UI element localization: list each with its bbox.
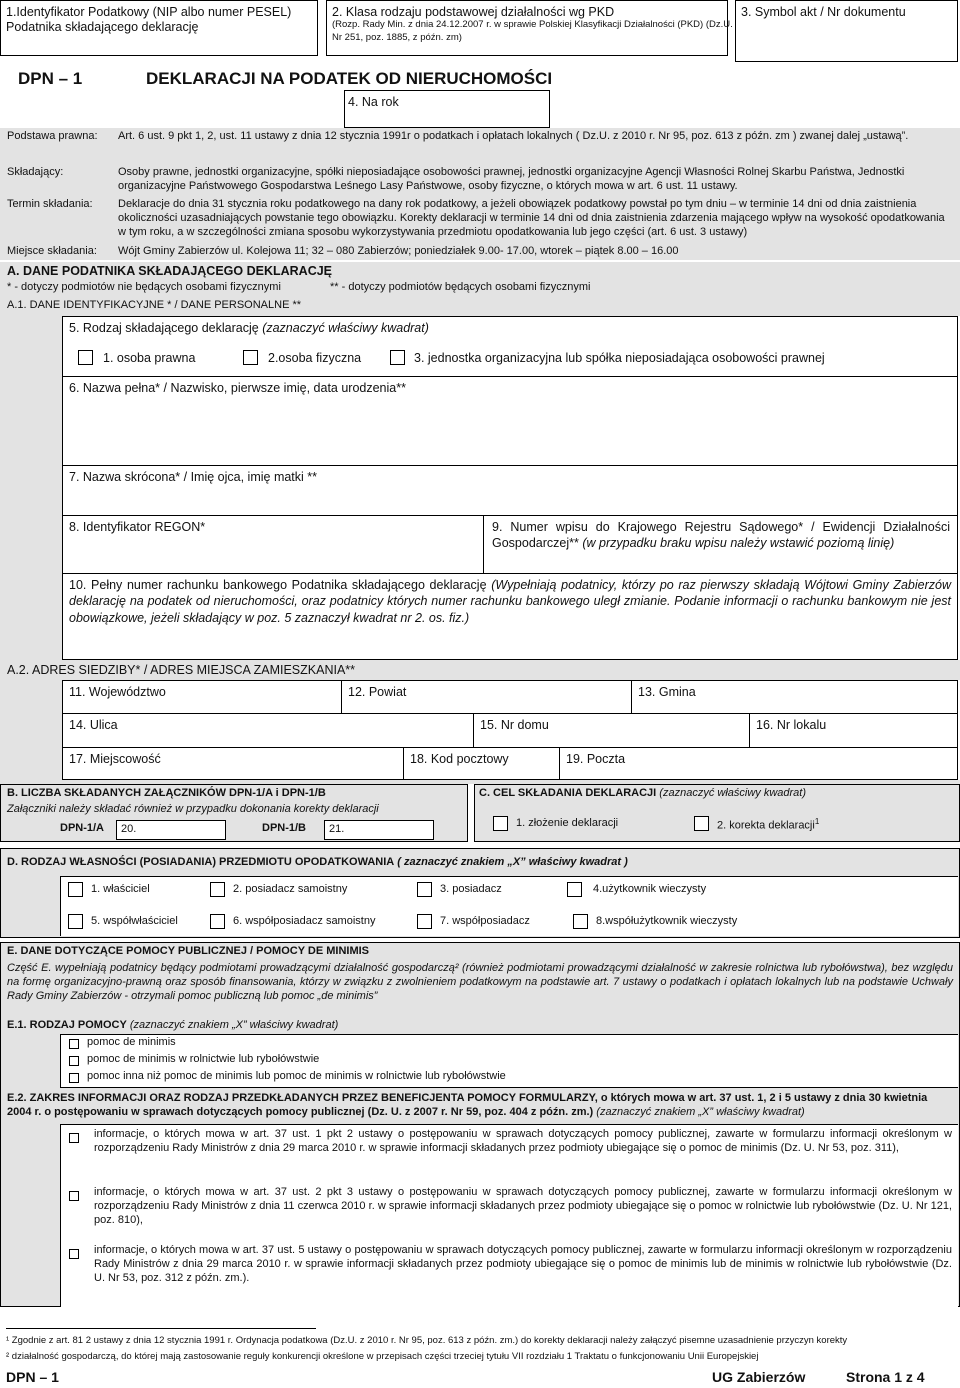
f21-field[interactable] (324, 820, 434, 840)
e2-option-3: informacje, o których mowa w art. 37 ust. 5 ustawy o postępowaniu w sprawach dotyczących pomocy publicznej, zawarte w formularzu informacji określonym w rozporządzeniu Rady Ministrów z dnia 29 marca 2010 r. w sprawie informacji składanych przez podmioty ubiegające się o pomoc de minimis lub de minimis w rolnictwie lub rybołówstwie (Dz. U. Nr 53, poz. 312 z późn. zm.). (94, 1244, 952, 1284)
f5-box (62, 316, 958, 376)
f17-label: 17. Miejscowość (69, 752, 161, 766)
section-e1-title: E.1. RODZAJ POMOCY (7, 1019, 127, 1031)
f13-label: 13. Gmina (638, 685, 696, 699)
f5-option-1: 1. osoba prawna (103, 351, 196, 365)
f16-label: 16. Nr lokalu (756, 718, 827, 732)
section-c-title: C. CEL SKŁADANIA DEKLARACJI (479, 787, 657, 799)
section-a2-title: A.2. ADRES SIEDZIBY* / ADRES MIEJSCA ZAMIESZKANIA** (7, 663, 356, 677)
e1-option-2: pomoc de minimis w rolnictwie lub rybołówstwie (87, 1053, 320, 1065)
checkbox-korekta[interactable] (694, 816, 709, 831)
f21-label: 21. (329, 823, 345, 835)
f11-field[interactable] (62, 680, 342, 714)
section-d-option-2: 2. posiadacz samoistny (233, 883, 348, 895)
pkd-label-line2: (Rozp. Rady Min. z dnia 24.12.2007 r. w sprawie Polskiej Klasyfikacji Działalności (PKD) (Dz.U. (332, 19, 733, 30)
form-title: DEKLARACJI NA PODATEK OD NIERUCHOMOŚCI (146, 69, 553, 88)
footer-office: UG Zabierzów (712, 1369, 806, 1385)
footer-form-code: DPN – 1 (6, 1369, 59, 1385)
e2-option-2: informacje, o których mowa w art. 37 ust. 2 pkt 3 ustawy o postępowaniu w sprawach dotyczących pomocy publicznej, zawarte w formularzu informacji określonym w rozporządzeniu Rady Ministrów z dnia 11 czerwca 2010 r. w sprawie informacji składanych przez podmioty ubiegające się o pomoc w rolnictwie lub rybołówstwie (Dz. U. Nr 121, poz. 810), (94, 1186, 952, 1226)
section-e-text: Część E. wypełniają podatnicy będący podmiotami prowadzącymi działalność gospodarczą² (również podmiotami prowadzącymi działalność w zakresie rolnictwa lub rybołówstwa), bez względu na formę organizacyjno-prawną oraz sposób finansowania, którzy w związku z zwolnieniem podatkowym na podstawie art. 7 ustawy o podatkach i opłatach lokalnych lub na podstawie Uchwały Rady Gminy Zabierzów - otrzymali pomoc publiczną lub pomoc „de minimis” (7, 962, 953, 1002)
dpn1a-label: DPN-1/A (60, 822, 105, 834)
section-d-title: D. RODZAJ WŁASNOŚCI (POSIADANIA) PRZEDMIOTU OPODATKOWANIA (7, 856, 395, 868)
nip-label-line1: 1.Identyfikator Podatkowy (NIP albo numer PESEL) (6, 5, 292, 19)
section-d-option-6: 6. współposiadacz samoistny (233, 915, 376, 927)
dpn1b-label: DPN-1/B (262, 822, 307, 834)
f6-field[interactable] (62, 376, 958, 466)
skladajacy-text: Osoby prawne, jednostki organizacyjne, spółki nieposiadające osobowości prawnej, jednostki organizacyjne Agencji Własności Rolnej Skarbu Państwa, Jednostki organizacyjne Państwowego Gospodarstwa Leśnego Lasy Państwowe, osoby fizyczne, o których mowa w art. 6 ust. 11 ustawy. (118, 166, 905, 192)
checkbox-posiadacz-samoistny[interactable] (210, 882, 225, 897)
section-e1-hint: (zaznaczyć znakiem „X” właściwy kwadrat) (129, 1019, 339, 1031)
checkbox-wlasciciel[interactable] (68, 882, 83, 897)
f5-label: 5. Rodzaj składającego deklarację (69, 321, 259, 335)
nip-field-box (0, 0, 318, 56)
nip-label-line2: Podatnika składającego deklarację (6, 20, 199, 34)
f14-label: 14. Ulica (69, 718, 118, 732)
f9-hint: (w przypadku braku wpisu należy wstawić poziomą linię) (582, 536, 895, 551)
section-e2-title: E.2. ZAKRES INFORMACJI ORAZ RODZAJ PRZEDKŁADANYCH PRZEZ BENEFICJENTA POMOCY FORMULARZY, o których mowa w art. 37 ust. 1, 2 i 5 ustawy z dnia 30 kwietnia 2004 r. o postępowaniu w sprawach dotyczących pomocy publicznej (Dz. U. z 2007 r. Nr 59, poz. 404 z późn. zm.) (7, 1092, 928, 1118)
miejsce-label: Miejsce składania: (7, 245, 97, 257)
checkbox-posiadacz[interactable] (417, 882, 432, 897)
section-d-option-4: 4.użytkownik wieczysty (593, 883, 707, 895)
checkbox-informacje-2[interactable] (69, 1191, 79, 1201)
f8-field[interactable] (62, 516, 484, 574)
section-b-title: B. LICZBA SKŁADANYCH ZAŁĄCZNIKÓW DPN-1/A i DPN-1/B (7, 787, 326, 799)
f18-label: 18. Kod pocztowy (410, 752, 509, 766)
f9-label: 9. Numer wpisu do Krajowego Rejestru Sądowego* / Ewidencji Działalności Gospodarczej** (492, 520, 950, 551)
e1-option-3: pomoc inna niż pomoc de minimis lub pomoc de minimis w rolnictwie lub rybołówstwie (87, 1070, 506, 1082)
checkbox-pomoc-inna[interactable] (69, 1073, 79, 1083)
section-c-hint: (zaznaczyć właściwy kwadrat) (659, 787, 806, 799)
f19-label: 19. Poczta (566, 752, 626, 766)
f20-label: 20. (121, 823, 137, 835)
checkbox-de-minimis[interactable] (69, 1039, 79, 1049)
symbol-field-box (735, 0, 958, 62)
f16-field[interactable] (750, 714, 958, 748)
year-label: 4. Na rok (348, 95, 399, 109)
f17-field[interactable] (62, 748, 404, 780)
checkbox-wspoluzytkownik-wieczysty[interactable] (573, 914, 588, 929)
section-d-option-8: 8.współużytkownik wieczysty (596, 915, 738, 927)
footnote-2: ² działalność gospodarczą, do której mają zastosowanie reguły konkurencji określone w przepisach części trzeciej tytułu VII rozdziału 1 Traktatu o funkcjonowaniu Unii Europejskiej (6, 1351, 759, 1362)
section-d-option-5: 5. współwłaściciel (91, 915, 178, 927)
section-a-title: A. DANE PODATNIKA SKŁADAJĄCEGO DEKLARACJĘ (7, 264, 333, 278)
f20-field[interactable] (116, 820, 226, 840)
pkd-field-box (326, 0, 733, 56)
checkbox-osoba-prawna[interactable] (78, 350, 93, 365)
checkbox-osoba-fizyczna[interactable] (243, 350, 258, 365)
checkbox-wspolwlasciciel[interactable] (68, 914, 83, 929)
f7-label: 7. Nazwa skrócona* / Imię ojca, imię matki ** (69, 470, 318, 484)
checkbox-wspolposiadacz-samoistny[interactable] (210, 914, 225, 929)
year-field[interactable] (344, 90, 550, 128)
f12-label: 12. Powiat (348, 685, 407, 699)
e2-option-1: informacje, o których mowa w art. 37 ust. 1 pkt 2 ustawy o postępowaniu w sprawach dotyczących pomocy publicznej, zawarte w formularzu informacji określonym w rozporządzeniu Rady Ministrów z dnia 29 marca 2010 r. w sprawie informacji składanych przez podmioty ubiegające się o pomoc de minimis (Dz. U. Nr 53, poz. 311), (94, 1128, 952, 1154)
intro-block (0, 128, 960, 260)
section-a-side-strip (0, 316, 62, 660)
e1-option-1: pomoc de minimis (87, 1036, 176, 1048)
section-c-option-2: 2. korekta deklaracji (717, 819, 815, 832)
f5-option-2: 2.osoba fizyczna (268, 351, 362, 365)
section-d-option-7: 7. współposiadacz (440, 915, 530, 927)
section-d-option-1: 1. właściciel (91, 883, 150, 895)
f8-label: 8. Identyfikator REGON* (69, 520, 206, 534)
f14-field[interactable] (62, 714, 474, 748)
podstawa-label: Podstawa prawna: (7, 130, 98, 142)
f10-field[interactable] (62, 574, 958, 660)
miejsce-text: Wójt Gminy Zabierzów ul. Kolejowa 11; 32 – 080 Zabierzów; poniedziałek 9.00- 17.00, wtorek – piątek 8.00 – 16.00 (118, 245, 679, 257)
checkbox-uzytkownik-wieczysty[interactable] (567, 882, 582, 897)
symbol-label: 3. Symbol akt / Nr dokumentu (741, 5, 906, 19)
f7-field[interactable] (62, 466, 958, 516)
section-e2-hint: (zaznaczyć znakiem „X” właściwy kwadrat) (596, 1105, 805, 1118)
checkbox-informacje-3[interactable] (69, 1249, 79, 1259)
checkbox-informacje-1[interactable] (69, 1133, 79, 1143)
f15-field[interactable] (474, 714, 750, 748)
footnote-ref-1: 1 (814, 817, 820, 826)
section-a1-title: A.1. DANE IDENTYFIKACYJNE * / DANE PERSONALNE ** (7, 299, 302, 311)
checkbox-de-minimis-rolnictwo[interactable] (69, 1056, 79, 1066)
checkbox-wspolposiadacz[interactable] (417, 914, 432, 929)
note-natural-persons: ** - dotyczy podmiotów będących osobami fizycznymi (330, 281, 591, 293)
footnote-separator (6, 1328, 316, 1329)
checkbox-jednostka[interactable] (390, 350, 405, 365)
section-c-option-1: 1. złożenie deklaracji (516, 817, 619, 829)
f19-field[interactable] (560, 748, 958, 780)
f10-label: 10. Pełny numer rachunku bankowego Podatnika składającego deklarację (69, 578, 487, 592)
checkbox-zlozenie[interactable] (493, 816, 508, 831)
section-d-hint: ( zaznaczyć znakiem „X” właściwy kwadrat ) (397, 856, 628, 868)
footnote-1: ¹ Zgodnie z art. 81 2 ustawy z dnia 12 stycznia 1991 r. Ordynacja podatkowa (Dz.U. z 2010 r. Nr 95, poz. 613 z późn. zm.) do korekty deklaracji należy załączyć pisemne uzasadnienie przyczyn korekty (6, 1335, 848, 1346)
f11-label: 11. Województwo (69, 685, 166, 699)
note-legal-persons: * - dotyczy podmiotów nie będących osobami fizycznymi (7, 281, 281, 293)
f6-label: 6. Nazwa pełna* / Nazwisko, pierwsze imię, data urodzenia** (69, 381, 406, 395)
f12-field[interactable] (342, 680, 632, 714)
pkd-label-line3: Nr 251, poz. 1885, z późn. zm) (332, 32, 462, 43)
section-e-title: E. DANE DOTYCZĄCE POMOCY PUBLICZNEJ / POMOCY DE MINIMIS (7, 945, 370, 957)
section-a2-side-strip (0, 680, 62, 780)
termin-label: Termin składania: (7, 198, 93, 210)
f10-hint: (Wypełniają podatnicy, którzy po raz pierwszy składają Wójtowi Gminy Zabierzów deklarację na podatek od nieruchomości, oraz podatnicy których numer rachunku bankowego uległ zmianie. Podanie informacji o rachunku bankowym nie jest obowiązkowe, jeżeli składający w poz. 5 zaznaczył kwadrat nr 2. os. fiz.) (69, 578, 951, 625)
f5-option-3: 3. jednostka organizacyjna lub spółka nieposiadająca osobowości prawnej (414, 351, 825, 365)
f9-field[interactable] (484, 516, 958, 574)
section-b-note: Załączniki należy składać również w przypadku dokonania korekty deklaracji (7, 803, 379, 815)
f13-field[interactable] (632, 680, 958, 714)
footer-page-number: Strona 1 z 4 (846, 1369, 925, 1385)
f15-label: 15. Nr domu (480, 718, 549, 732)
skladajacy-label: Składający: (7, 166, 64, 178)
f5-hint: (zaznaczyć właściwy kwadrat) (262, 321, 429, 335)
form-code: DPN – 1 (18, 69, 83, 88)
pkd-label-line1: 2. Klasa rodzaju podstawowej działalności wg PKD (332, 5, 615, 19)
f18-field[interactable] (404, 748, 560, 780)
termin-text: Deklaracje do dnia 31 stycznia roku podatkowego na dany rok podatkowy, a jeżeli obowiązek podatkowy powstał po tym dniu – w terminie 14 dni od dnia zaistnienia okoliczności uzasadniających powstanie tego obowiązku. Korekty deklaracji w terminie 14 dni od dnia zaistnienia zdarzenia mającego wpływ na wysokość opodatkowania w tym roku, a w szczególności zmiana sposobu wykorzystywania przedmiotu opodatkowania lub jego części (art. 6 ust. 3 ustawy) (118, 198, 945, 238)
section-d-option-3: 3. posiadacz (440, 883, 502, 895)
podstawa-text: Art. 6 ust. 9 pkt 1, 2, ust. 11 ustawy z dnia 12 stycznia 1991r o podatkach i opłatach lokalnych ( Dz.U. z 2010 r. Nr 95, poz. 613 z późn. zm ) zwanej dalej „ustawą”. (118, 130, 909, 142)
